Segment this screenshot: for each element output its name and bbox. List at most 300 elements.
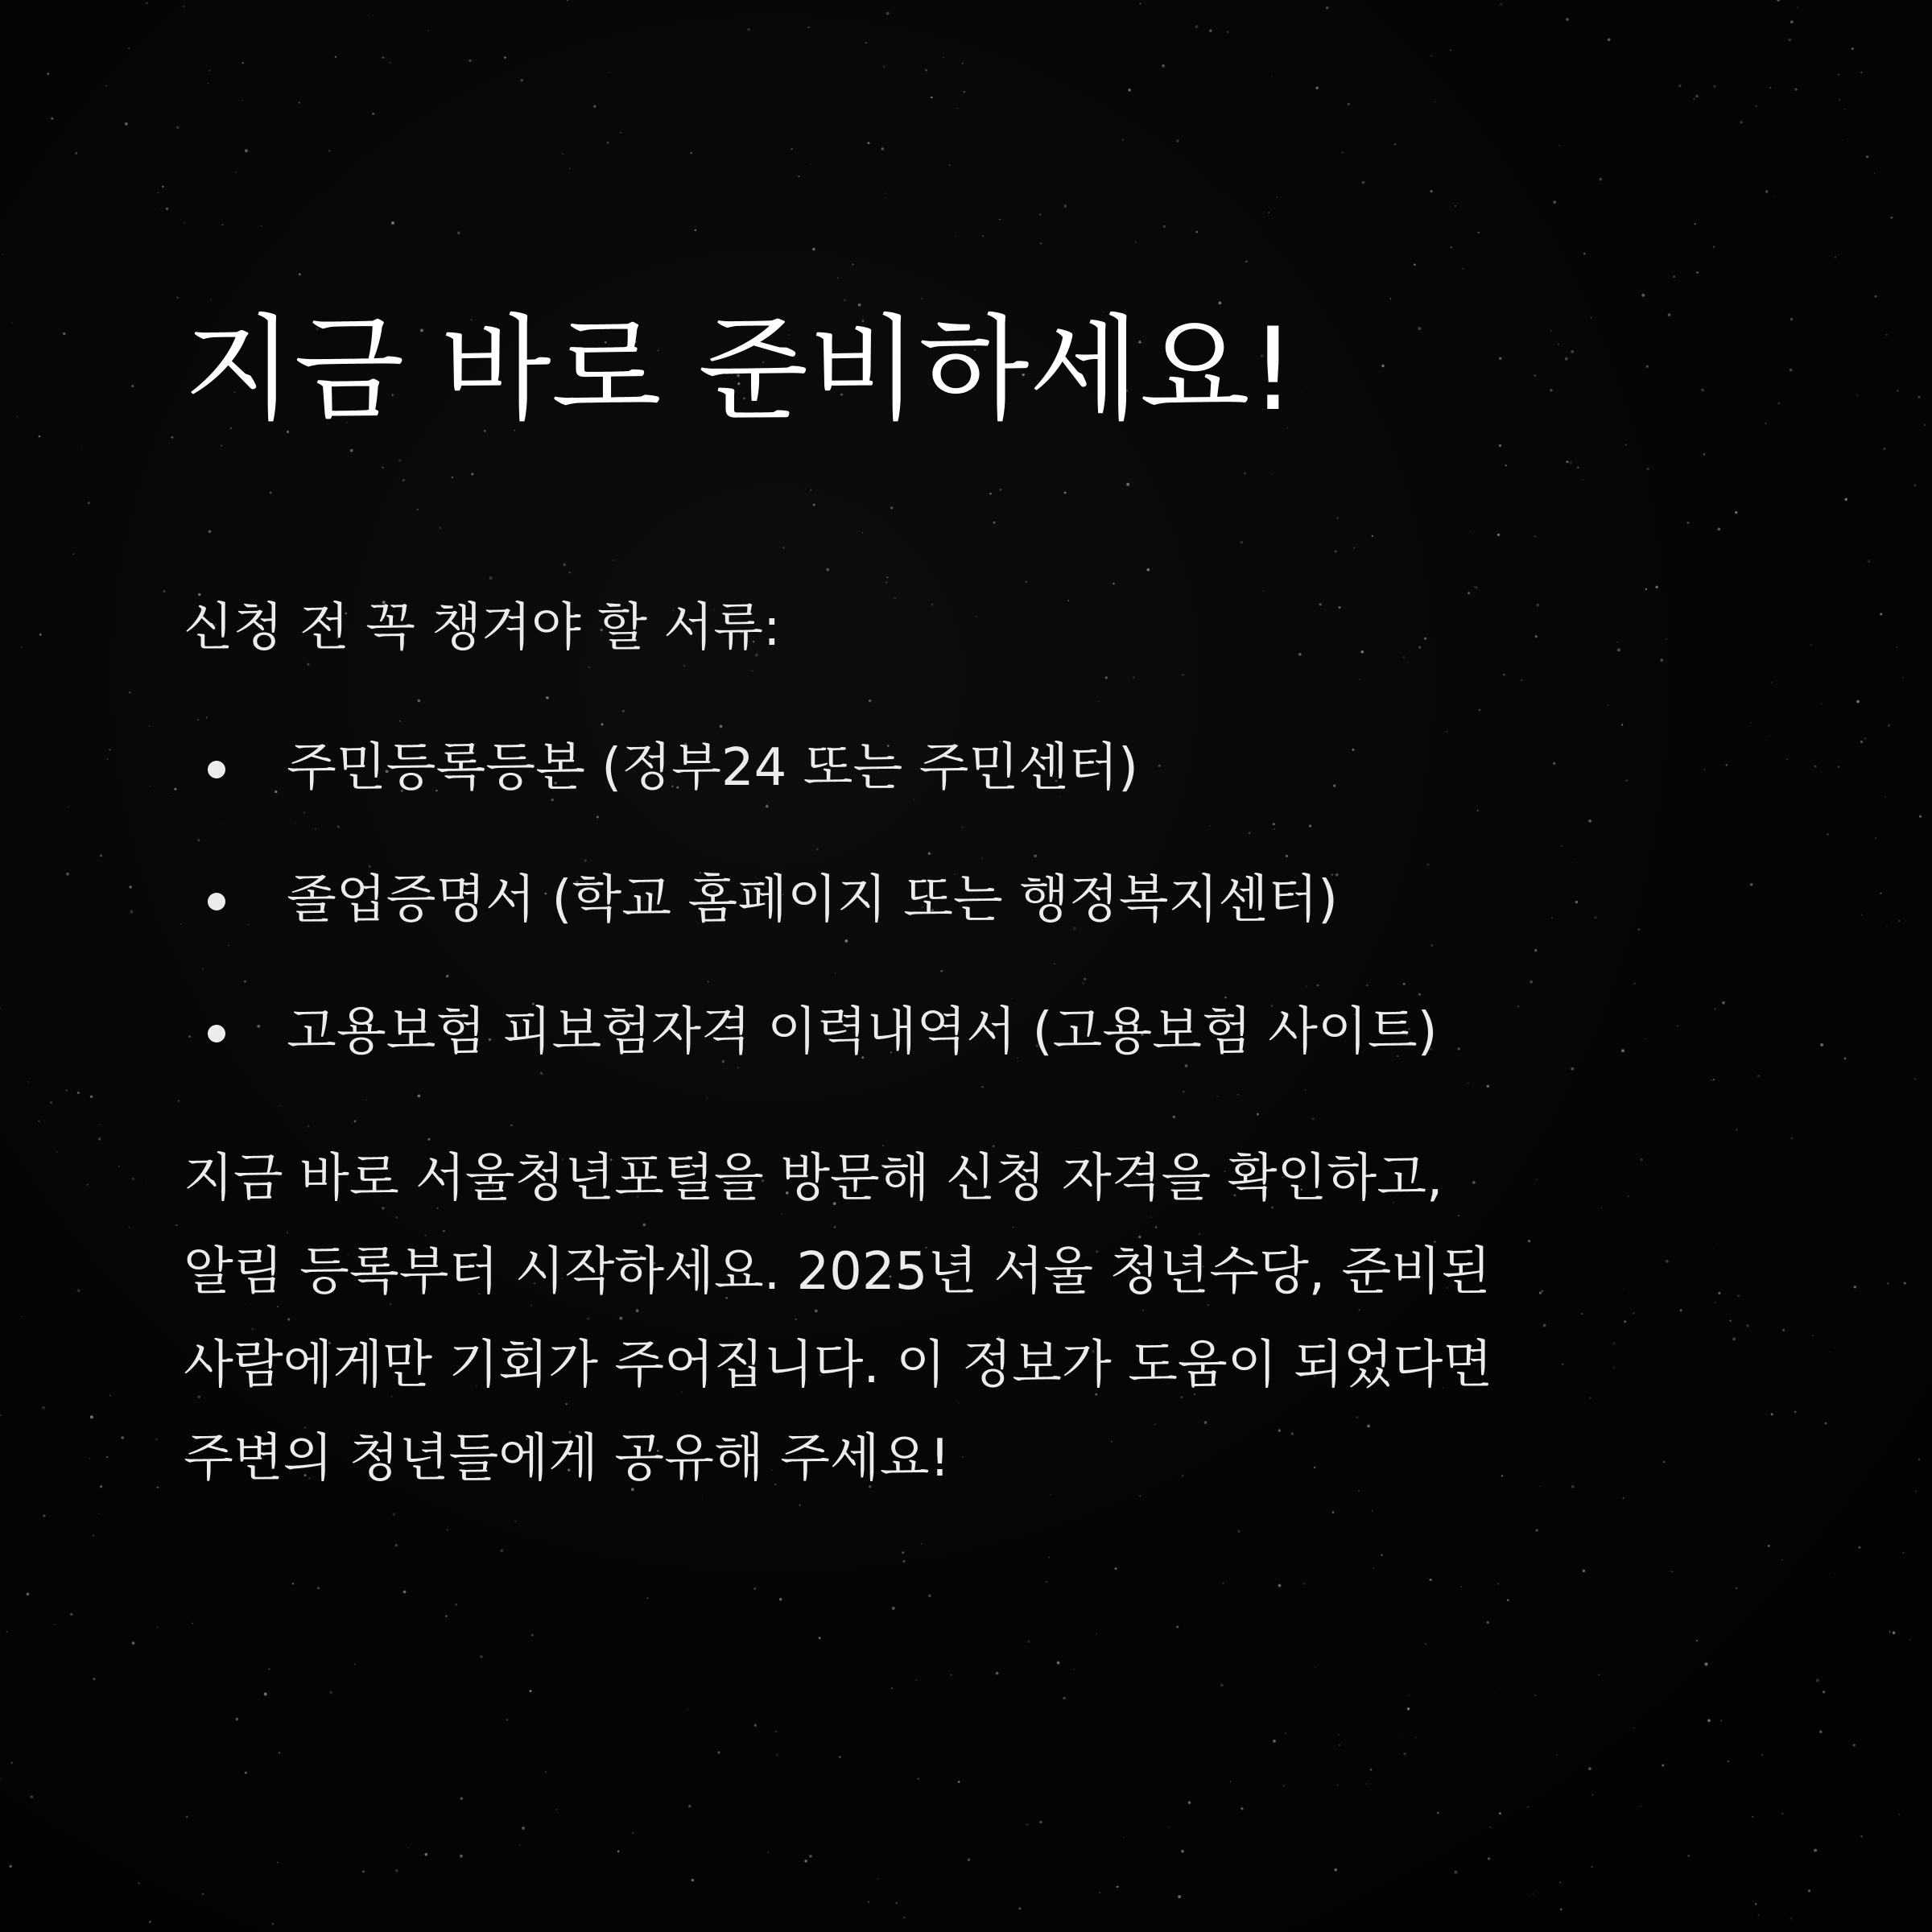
star-speck [1814,1849,1817,1852]
star-speck [156,1627,158,1629]
star-speck [1040,242,1042,245]
star-speck [504,56,506,59]
documents-list [184,736,1794,1064]
star-speck [915,1679,918,1682]
star-speck [245,149,248,152]
star-speck [1370,1769,1373,1771]
star-speck [1823,1690,1825,1693]
star-speck [1414,264,1416,266]
star-speck [149,1921,151,1923]
star-speck [1123,1836,1125,1838]
star-speck [1583,253,1586,255]
star-speck [1026,1823,1029,1827]
star-speck [1819,1730,1823,1733]
star-speck [1909,1639,1910,1640]
star-speck [1758,1915,1759,1916]
star-speck [446,1529,449,1532]
star-speck [1394,144,1396,146]
star-speck [1874,173,1875,174]
star-speck [149,725,151,727]
star-speck [54,1624,56,1625]
star-speck [460,1855,463,1858]
star-speck [807,27,809,28]
star-speck [145,1179,147,1180]
star-speck [1728,1761,1729,1762]
star-speck [1886,926,1888,927]
star-speck [1339,1744,1340,1746]
star-speck [962,63,964,64]
star-speck [895,1902,897,1904]
star-speck [382,56,385,59]
star-speck [1583,1570,1585,1572]
star-speck [1641,294,1645,297]
star-speck [1923,424,1926,427]
star-speck [1903,1552,1905,1554]
star-speck [1600,178,1603,181]
star-speck [424,1853,427,1856]
star-speck [1889,1631,1891,1633]
star-speck [530,1690,531,1692]
star-speck [1678,85,1681,87]
star-speck [1135,242,1137,243]
star-speck [395,1544,398,1546]
star-speck [1835,256,1836,258]
star-speck [1407,1707,1410,1711]
star-speck [1671,1571,1673,1572]
star-speck [569,168,570,169]
star-speck [184,222,186,225]
star-speck [1755,1903,1757,1905]
star-speck [1536,1529,1538,1531]
star-speck [1096,1633,1097,1635]
star-speck [617,1850,620,1852]
star-speck [1398,1735,1399,1736]
star-speck [242,62,244,64]
star-speck [1740,121,1742,123]
star-speck [1752,1816,1753,1818]
star-speck [393,1513,395,1516]
star-speck [1705,1662,1708,1666]
star-speck [1902,677,1903,678]
star-speck [132,1641,135,1645]
star-speck [1372,1510,1373,1511]
star-speck [1195,231,1198,233]
star-speck [1282,1785,1285,1787]
star-speck [1858,1546,1860,1549]
star-speck [2,254,3,255]
star-speck [1535,1695,1537,1696]
star-speck [1341,151,1344,154]
star-speck [1915,1490,1918,1492]
star-speck [1884,448,1886,450]
star-speck [1556,1754,1558,1756]
star-speck [245,1772,247,1774]
star-speck [0,1008,1,1009]
star-speck [87,1184,89,1186]
star-speck [1640,1805,1641,1806]
star-speck [1860,1835,1862,1837]
star-speck [1430,1579,1432,1581]
star-speck [885,193,886,194]
star-speck [982,235,984,237]
star-speck [1842,139,1843,141]
star-speck [1245,261,1248,263]
star-speck [996,1672,999,1675]
star-speck [1852,47,1854,50]
star-speck [92,1534,94,1537]
star-speck [1856,394,1859,397]
star-speck [261,225,262,227]
star-speck [1390,298,1392,299]
star-speck [1904,1282,1906,1285]
star-speck [1707,1719,1711,1723]
star-speck [958,1781,960,1783]
star-speck [1888,724,1890,727]
star-speck [1415,1737,1416,1738]
star-speck [1864,737,1867,740]
star-speck [1450,49,1451,51]
star-speck [1195,25,1198,28]
star-speck [192,1623,193,1624]
star-speck [1825,1422,1827,1425]
star-speck [157,1487,159,1488]
star-speck [174,788,176,791]
list-item [184,1000,1794,1064]
star-speck [1057,1662,1060,1665]
star-speck [455,1604,456,1605]
star-speck [1018,1907,1021,1909]
star-speck [131,385,134,387]
star-speck [1866,155,1868,158]
star-speck [155,1439,158,1441]
star-speck [93,1678,95,1680]
star-speck [17,416,18,417]
star-speck [1853,1744,1856,1746]
star-speck [469,60,471,62]
star-speck [277,1862,278,1863]
star-speck [957,108,958,109]
star-speck [0,1778,1,1780]
star-speck [819,1637,821,1639]
star-speck [1435,101,1436,102]
star-speck [809,1855,812,1858]
star-speck [335,56,336,57]
star-speck [372,113,374,115]
star-speck [236,171,237,172]
list-item-label: 졸업증명서 (학교 홈페이지 또는 행정복지센터) [287,870,1338,930]
star-speck [88,502,90,504]
star-speck [892,1607,895,1610]
star-speck [0,1414,2,1416]
star-speck [620,132,621,134]
star-speck [1875,837,1876,839]
star-speck [1829,1574,1830,1575]
bullet-icon [208,761,225,778]
star-speck [42,1406,45,1410]
star-speck [779,1598,782,1600]
star-speck [21,647,22,648]
star-speck [886,12,890,15]
star-speck [999,219,1001,221]
star-speck [100,1124,101,1125]
documents-heading: 신청 전 꼭 챙겨야 할 서류: [184,598,781,658]
star-speck [1608,38,1611,41]
star-speck [208,69,212,72]
star-speck [1430,56,1432,57]
star-speck [1781,1559,1783,1561]
star-speck [1278,1584,1282,1587]
star-speck [138,1883,140,1885]
star-speck [1854,1286,1856,1288]
star-speck [1899,920,1901,922]
star-speck [1768,1545,1770,1547]
star-speck [844,299,846,302]
star-speck [555,1809,557,1810]
star-speck [531,1634,534,1637]
star-speck [30,1795,33,1798]
star-speck [1867,559,1870,563]
star-speck [868,142,870,144]
star-speck [1326,6,1329,10]
star-speck [1885,334,1887,336]
star-speck [1797,7,1798,8]
star-speck [1499,1812,1501,1814]
star-speck [883,65,886,68]
list-item [184,868,1794,932]
star-speck [1816,1678,1819,1682]
star-speck [1861,914,1862,915]
star-speck [1121,139,1123,141]
content-area [184,303,1794,1505]
star-speck [129,886,132,889]
star-speck [562,153,564,155]
star-speck [1039,213,1042,216]
star-speck [1777,0,1779,2]
star-speck [90,1096,93,1098]
star-speck [1073,1669,1075,1670]
closing-line: 지금 바로 서울청년포털을 방문해 신청 자격을 확인하고, [184,1149,1443,1208]
star-speck [798,175,799,177]
star-speck [177,297,179,299]
star-speck [1455,1871,1458,1874]
star-speck [132,1178,135,1181]
star-speck [202,1893,204,1895]
star-speck [747,28,749,31]
star-speck [1302,1583,1306,1586]
star-speck [881,147,884,150]
star-speck [391,221,394,225]
star-speck [460,1797,464,1800]
star-speck [837,278,838,279]
star-speck [11,1762,13,1764]
star-speck [298,101,300,104]
star-speck [1918,1459,1920,1461]
star-speck [180,923,182,925]
star-speck [1814,766,1816,768]
star-speck [72,553,74,555]
star-speck [362,1871,365,1873]
star-speck [27,1592,30,1596]
star-speck [109,1394,111,1396]
star-speck [647,1597,649,1599]
star-speck [943,56,944,58]
star-speck [1128,89,1131,92]
star-speck [6,1631,8,1633]
star-speck [43,1514,45,1517]
star-speck [107,758,108,759]
star-speck [129,691,131,694]
star-speck [1890,217,1893,219]
star-speck [902,1560,905,1563]
star-speck [514,1521,516,1522]
star-speck [178,1100,180,1102]
star-speck [75,152,77,155]
star-speck [1591,1866,1592,1868]
star-speck [66,873,69,876]
star-speck [593,105,596,108]
star-speck [1887,1282,1889,1284]
star-speck [1769,87,1771,89]
star-speck [1315,1666,1316,1668]
star-speck [1338,1734,1340,1736]
star-speck [1662,1765,1664,1767]
star-speck [279,1752,280,1753]
star-speck [925,69,927,72]
star-speck [299,273,301,275]
star-speck [208,83,209,85]
star-speck [1487,1621,1489,1624]
star-speck [891,1687,893,1689]
star-speck [1168,1827,1170,1828]
star-speck [852,263,854,266]
star-speck [1695,95,1699,98]
star-speck [1064,204,1067,207]
star-speck [1736,1587,1737,1589]
star-speck [1790,20,1794,23]
star-speck [1588,1767,1591,1770]
star-speck [1844,1057,1847,1059]
star-speck [272,1923,274,1925]
star-speck [812,248,815,250]
star-speck [774,1731,777,1733]
star-speck [1237,1530,1240,1533]
star-speck [407,1847,408,1848]
page-title: 지금 바로 준비하세요! [184,303,1296,436]
star-speck [1048,1556,1050,1558]
star-speck [1348,103,1350,105]
star-speck [1820,1043,1823,1046]
star-speck [921,1543,923,1545]
star-speck [695,229,696,231]
star-speck [865,42,867,43]
star-speck [1673,275,1675,278]
star-speck [839,1756,840,1757]
star-speck [130,910,133,914]
star-speck [328,150,330,151]
list-item [184,736,1794,800]
star-speck [1794,88,1797,90]
star-speck [1790,1918,1792,1920]
star-speck [1755,105,1757,107]
star-speck [292,1583,294,1584]
star-speck [1489,1827,1492,1829]
star-speck [500,1549,503,1552]
star-speck [106,1456,108,1458]
star-speck [77,1092,80,1094]
star-speck [175,1224,177,1226]
star-speck [1919,815,1922,818]
star-speck [1273,1740,1276,1743]
star-speck [948,164,951,167]
star-speck [632,1832,634,1834]
star-speck [354,1664,355,1665]
star-speck [917,1777,919,1780]
star-speck [1478,232,1480,233]
star-speck [98,1513,100,1515]
star-speck [545,1771,547,1773]
closing-paragraph [184,1132,1794,1505]
star-speck [1178,1895,1181,1898]
star-speck [1365,1783,1367,1785]
star-speck [125,122,128,126]
closing-line: 주변의 청년들에게 공유해 주세요! [184,1429,951,1488]
star-speck [776,1753,778,1756]
star-speck [457,232,460,235]
star-speck [236,1718,238,1720]
star-speck [317,1587,320,1589]
star-speck [1781,1813,1783,1814]
star-speck [1827,833,1829,836]
star-speck [56,1151,58,1153]
star-speck [1838,766,1839,767]
star-speck [1430,190,1433,192]
star-speck [1362,181,1365,184]
star-speck [1897,646,1898,648]
star-speck [390,62,391,64]
star-speck [162,186,163,188]
star-speck [11,322,12,323]
star-speck [1500,2,1503,6]
star-speck [877,1878,878,1880]
star-speck [607,142,609,143]
star-speck [1720,1720,1722,1722]
star-speck [27,1081,28,1082]
star-speck [1334,1868,1337,1872]
star-speck [210,299,212,301]
star-speck [691,152,692,154]
star-speck [717,1752,720,1754]
star-speck [964,91,966,93]
star-speck [1918,396,1921,398]
star-speck [1176,139,1179,142]
star-speck [1839,98,1841,101]
star-speck [264,1693,267,1696]
star-speck [39,436,40,437]
star-speck [753,1587,756,1590]
star-speck [158,192,159,193]
star-speck [100,855,102,857]
star-speck [90,1415,93,1418]
star-speck [520,79,523,82]
star-speck [868,1901,869,1903]
star-speck [931,97,932,98]
star-speck [1241,1807,1243,1810]
star-speck [1765,190,1768,192]
star-speck [77,1289,80,1292]
star-speck [445,1616,447,1617]
star-speck [128,47,130,49]
star-speck [1695,223,1696,225]
